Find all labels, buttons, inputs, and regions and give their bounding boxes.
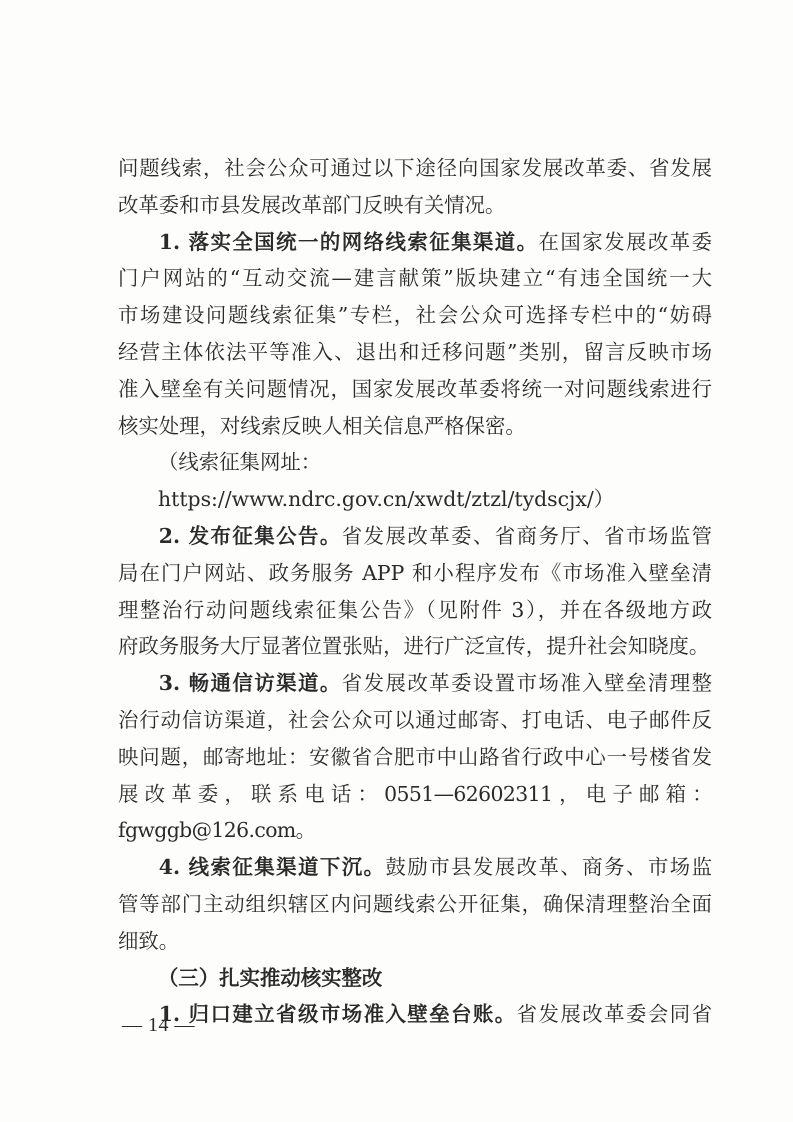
item1-line-6: 核实处理，对线索反映人相关信息严格保密。 xyxy=(118,413,526,438)
item4-heading: 4. 线索征集渠道下沉。 xyxy=(158,855,386,880)
item5-heading: 1. 归口建立省级市场准入壁垒台账。 xyxy=(158,1002,517,1027)
item2-heading: 2. 发布征集公告。 xyxy=(158,523,342,548)
item1-text-1: 在国家发展改革委 xyxy=(538,229,713,254)
item1-line-5: 准入壁垒有关问题情况，国家发展改革委将统一对问题线索进行 xyxy=(118,376,712,401)
item4-text-1: 鼓励市县发展改革、商务、市场监 xyxy=(385,855,712,880)
item1-heading: 1. 落实全国统一的网络线索征集渠道。 xyxy=(158,229,539,254)
item5-text-1: 省发展改革委会同省 xyxy=(516,1002,712,1027)
item1-line-4: 经营主体依法平等准入、退出和迁移问题”类别，留言反映市场 xyxy=(118,339,712,364)
item1-line-1 xyxy=(118,224,712,261)
item2-line-4: 府政务服务大厅显著位置张贴，进行广泛宣传，提升社会知晓度。 xyxy=(118,634,710,659)
page-number: — 14 — xyxy=(122,1014,195,1036)
item1-line-3: 市场建设问题线索征集”专栏，社会公众可选择专栏中的“妨碍 xyxy=(118,303,712,328)
item3-heading: 3. 畅通信访渠道。 xyxy=(158,671,342,696)
item3-line-4: 展改革委，联系电话：0551—62602311，电子邮箱：fgwggb@126.com。 xyxy=(118,781,712,843)
item5-line-1 xyxy=(118,996,712,1033)
item1-url-line: （线索征集网址：https://www.ndrc.gov.cn/xwdt/ztzl/tydscjx/） xyxy=(158,450,615,512)
item2-text-1: 省发展改革委、省商务厅、省市场监管 xyxy=(341,523,712,548)
section-3-title: （三）扎实推动核实整改 xyxy=(158,965,383,990)
document-body xyxy=(118,150,712,1033)
item4-line-2: 管等部门主动组织辖区内问题线索公开征集，确保清理整治全面 xyxy=(118,891,712,916)
item1-line-2: 门户网站的“互动交流—建言献策”版块建立“有违全国统一大 xyxy=(118,266,712,291)
item2-line-1 xyxy=(118,518,712,555)
intro-line-2: 改革委和市县发展改革部门反映有关情况。 xyxy=(118,192,506,217)
item3-line-1 xyxy=(118,665,712,702)
intro-line-1: 问题线索，社会公众可通过以下途径向国家发展改革委、省发展 xyxy=(118,156,712,180)
item3-line-2: 治行动信访渠道，社会公众可以通过邮寄、打电话、电子邮件反 xyxy=(118,707,712,732)
item4-line-1 xyxy=(118,849,712,886)
item3-line-3: 映问题，邮寄地址：安徽省合肥市中山路省行政中心一号楼省发 xyxy=(118,744,712,769)
item2-line-2: 局在门户网站、政务服务 APP 和小程序发布《市场准入壁垒清 xyxy=(118,560,712,585)
item4-line-3: 细致。 xyxy=(118,928,180,953)
item3-text-1: 省发展改革委设置市场准入壁垒清理整 xyxy=(341,671,712,696)
item2-line-3: 理整治行动问题线索征集公告》（见附件 3），并在各级地方政 xyxy=(118,597,712,622)
